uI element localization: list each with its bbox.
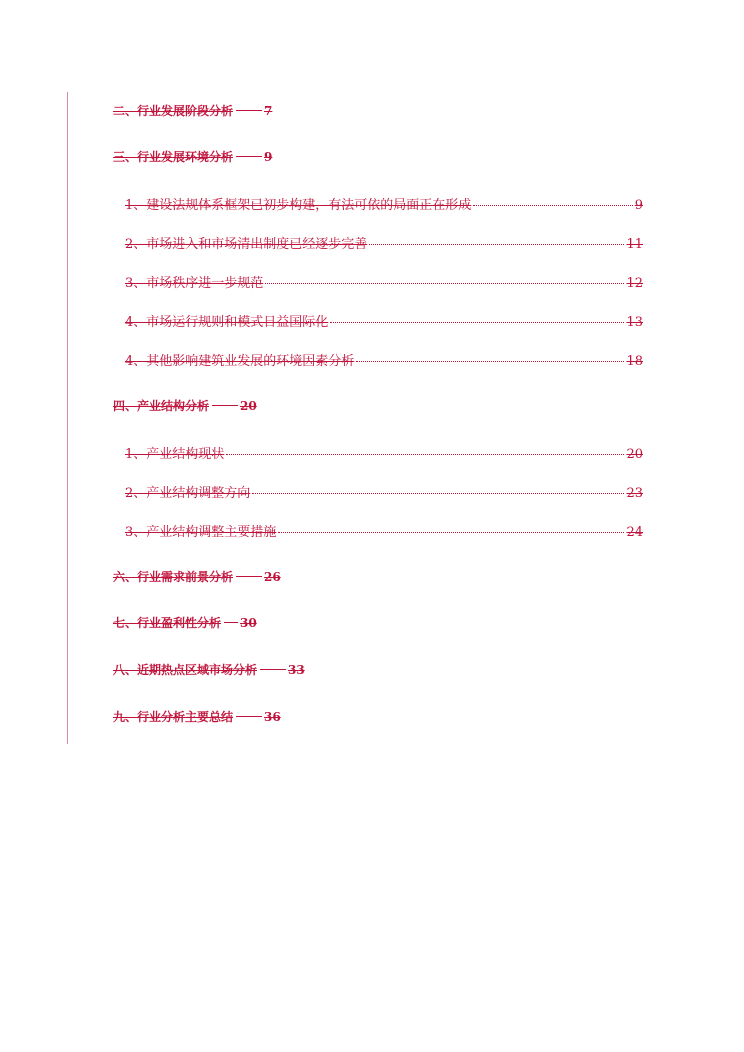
toc-entry-page: 9 — [264, 150, 273, 164]
toc-entry-title: 八、近期热点区域市场分析 — [113, 663, 258, 677]
toc-entry-sec3-1[interactable] — [125, 194, 643, 213]
toc-entry-sec3[interactable] — [113, 148, 272, 165]
toc-entry-title: 七、行业盈利性分析 — [113, 616, 222, 630]
toc-entry-title: 4、市场运行规则和模式日益国际化 — [125, 315, 329, 330]
toc-entry-page: 12 — [626, 276, 643, 291]
toc-entry-title: 四、产业结构分析 — [113, 399, 210, 413]
toc-entry-page: 24 — [626, 525, 643, 540]
toc-entry-sec9[interactable] — [113, 708, 281, 725]
toc-entry-sec8[interactable] — [113, 661, 305, 678]
toc-entry-sec6[interactable] — [113, 568, 281, 585]
toc-entry-sec2[interactable] — [113, 102, 272, 119]
toc-entry-title: 1、建设法规体系框架已初步构建，有法可依的局面正在形成 — [125, 198, 472, 213]
toc-entry-sec3-4[interactable] — [125, 311, 643, 330]
toc-entry-page: 18 — [626, 354, 643, 369]
toc-entry-sec3-5[interactable] — [125, 350, 643, 369]
toc-entry-page: 11 — [626, 237, 643, 252]
toc-entry-page: 9 — [634, 198, 643, 213]
toc-entry-title: 4、其他影响建筑业发展的环境因素分析 — [125, 354, 355, 369]
toc-entry-title: 三、行业发展环境分析 — [113, 150, 234, 164]
toc-entry-title: 2、产业结构调整方向 — [125, 486, 251, 501]
toc-entry-sec4-1[interactable] — [125, 443, 643, 462]
toc-entry-page: 7 — [264, 104, 273, 118]
toc-entry-page: 20 — [626, 447, 643, 462]
toc-entry-title: 二、行业发展阶段分析 — [113, 104, 234, 118]
toc-entry-title: 3、市场秩序进一步规范 — [125, 276, 264, 291]
toc-entry-title: 1、产业结构现状 — [125, 447, 225, 462]
toc-entry-page: 36 — [264, 710, 281, 724]
toc-entry-page: 26 — [264, 570, 281, 584]
toc-entry-title: 九、行业分析主要总结 — [113, 710, 234, 724]
margin-revision-line — [67, 92, 68, 744]
toc-entry-page: 23 — [626, 486, 643, 501]
toc-entry-sec3-2[interactable] — [125, 233, 643, 252]
toc-entry-page: 20 — [240, 399, 257, 413]
toc-entry-page: 30 — [240, 616, 257, 630]
toc-entry-title: 2、市场进入和市场清出制度已经逐步完善 — [125, 237, 368, 252]
toc-entry-title: 六、行业需求前景分析 — [113, 570, 234, 584]
toc-entry-sec4-3[interactable] — [125, 521, 643, 540]
toc-entry-page: 33 — [288, 663, 305, 677]
toc-entry-sec7[interactable] — [113, 614, 257, 631]
toc-entry-sec3-3[interactable] — [125, 272, 643, 291]
toc-entry-sec4-2[interactable] — [125, 482, 643, 501]
toc-entry-title: 3、产业结构调整主要措施 — [125, 525, 277, 540]
toc-entry-page: 13 — [626, 315, 643, 330]
toc-entry-sec4[interactable] — [113, 397, 257, 414]
